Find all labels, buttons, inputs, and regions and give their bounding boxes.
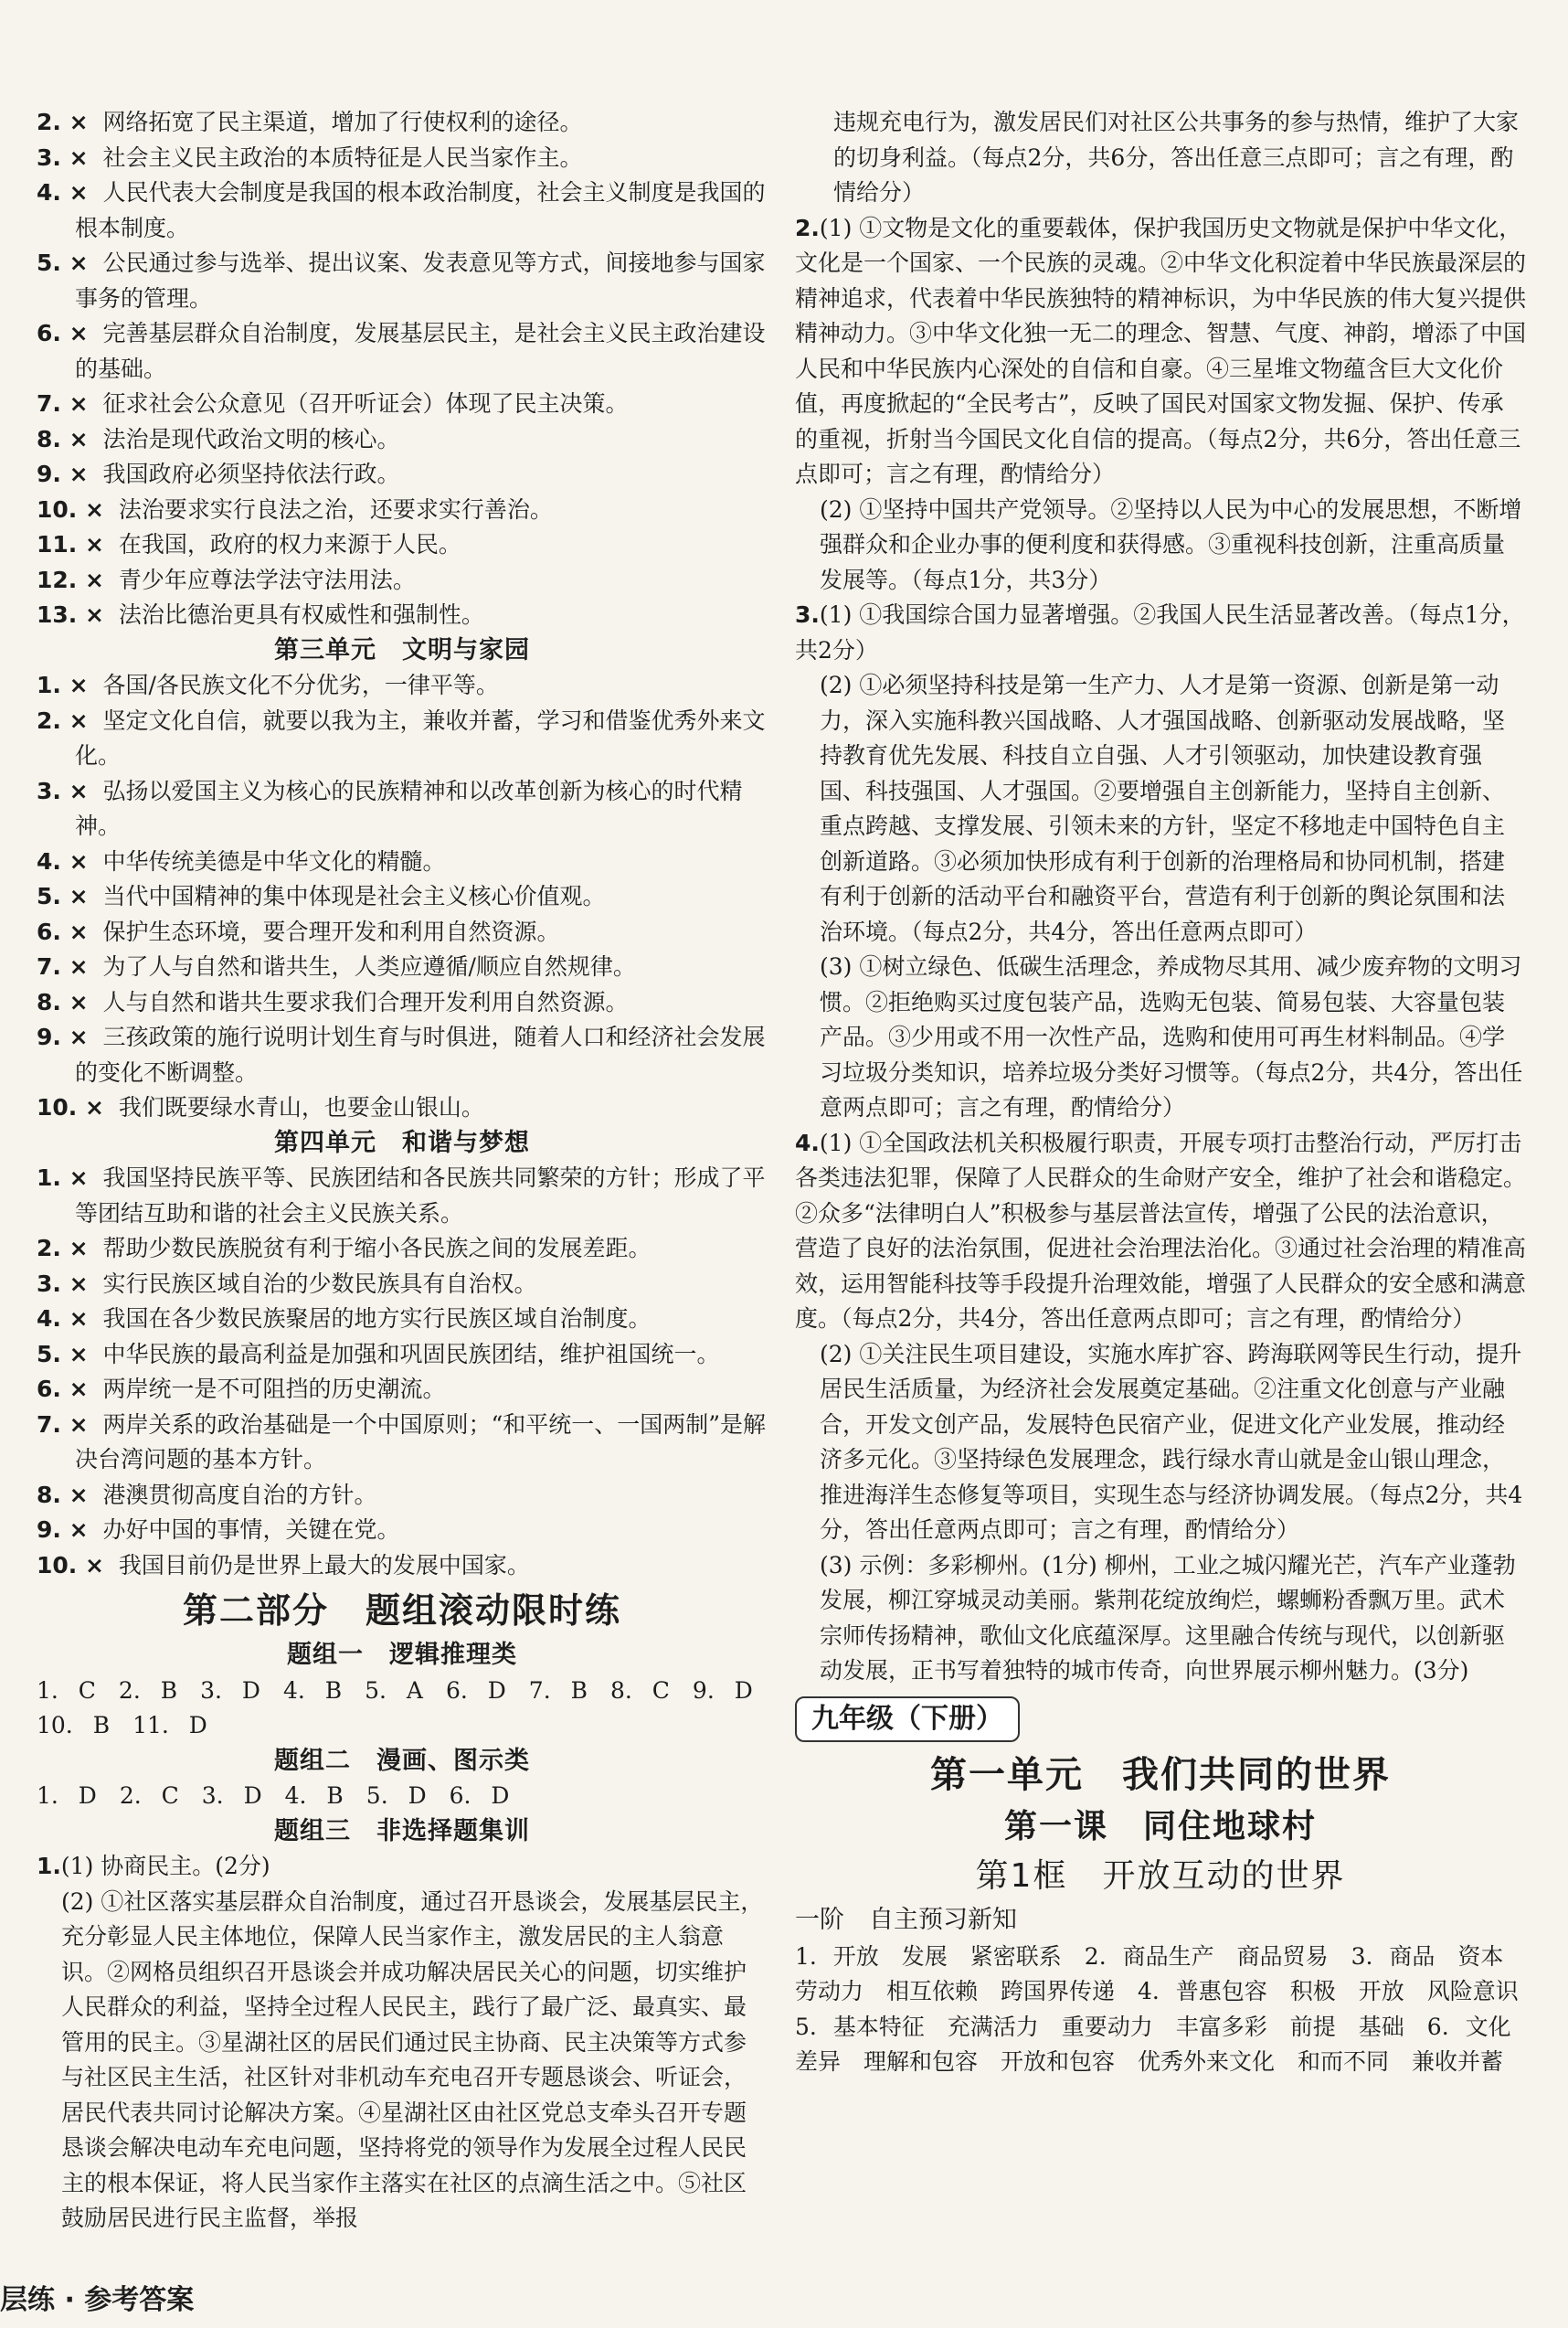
part2-heading: 第二部分 题组滚动限时练 — [182, 1590, 621, 1631]
list-item — [37, 387, 768, 422]
item-number: 5. × — [37, 250, 89, 276]
list-item — [37, 1513, 768, 1548]
list-item — [37, 1267, 768, 1302]
left-column — [37, 105, 776, 2237]
list-item — [37, 527, 768, 563]
item-number: 4. × — [37, 1305, 89, 1332]
item-text: 法治是现代政治文明的核心。 — [102, 425, 400, 452]
item-number: 8. × — [37, 425, 89, 452]
item-number: 10. × — [37, 495, 104, 523]
item-text: 法治要求实行良法之治，还要求实行善治。 — [118, 495, 553, 523]
list-item — [37, 1020, 768, 1090]
page-footer: 层练 · 参考答案 — [0, 2284, 195, 2316]
list-item — [37, 422, 768, 458]
q1-number: 1. — [37, 1853, 61, 1879]
item-number: 5. × — [37, 883, 89, 909]
q4-part1: 4.(1) ①全国政法机关积极履行职责，开展专项打击整治行动，严厉打击各类违法犯罪，保障了人民群众的生命财产安全，维护了社会和谐稳定。②众多“法律明白人”积极参与基层普法宣传，增强了公民的法治意识，营造了良好的法治氛围，促进社会治理法治化。③通过社会治理的精准高效，运用智能科技等手段提升治理效能，增强了人民群众的安全感和满意度。（每点2分，共4分，答出任意两点即可；言之有理，酌情给分） — [795, 1129, 1527, 1332]
list-item — [37, 845, 768, 880]
item-text: 中华传统美德是中华文化的精髓。 — [102, 847, 446, 875]
item-number: 3. × — [37, 144, 89, 171]
item-text: 两岸统一是不可阻挡的历史潮流。 — [102, 1376, 446, 1402]
item-text: 保护生态环境，要合理开发和利用自然资源。 — [102, 918, 560, 945]
unit4-heading: 第四单元 和谐与梦想 — [274, 1128, 530, 1157]
item-number: 7. × — [37, 1410, 89, 1438]
item-text: 我国目前仍是世界上最大的发展中国家。 — [118, 1551, 530, 1579]
item-text: 征求社会公众意见（召开听证会）体现了民主决策。 — [102, 390, 629, 417]
lesson-title: 第一课 同住地球村 — [1003, 1807, 1317, 1845]
list-item — [37, 493, 768, 528]
item-text: 帮助少数民族脱贫有利于缩小各民族之间的发展差距。 — [102, 1235, 652, 1261]
grade-tag: 九年级（下册） — [795, 1696, 1020, 1742]
list-item — [37, 563, 768, 599]
item-number: 2. × — [37, 707, 89, 734]
item-text: 我国政府必须坚持依法行政。 — [102, 461, 400, 487]
item-number: 11. × — [37, 531, 104, 558]
list-item — [37, 1090, 768, 1126]
list-item — [37, 105, 768, 141]
list-item — [37, 879, 768, 915]
q3-part3: (3) ①树立绿色、低碳生活理念，养成物尽其用、减少废弃物的文明习惯。②拒绝购买过度包装产品，选购无包装、简易包装、大容量包装产品。③少用或不用一次性产品，选购和使用可再生材料制品。④学习垃圾分类知识，培养垃圾分类好习惯等。（每点2分，共4分，答出任意两点即可；言之有理，酌情给分） — [820, 953, 1523, 1121]
list-item — [37, 598, 768, 633]
list-item — [37, 246, 768, 316]
group3-heading: 题组三 非选择题集训 — [274, 1816, 530, 1845]
item-text: 港澳贯彻高度自治的方针。 — [102, 1481, 377, 1508]
unit4-answer-list — [37, 1161, 768, 1583]
item-text: 为了人与自然和谐共生，人类应遵循/顺应自然规律。 — [102, 953, 636, 980]
step-title: 一阶 自主预习新知 — [795, 1905, 1017, 1934]
list-item — [37, 1302, 768, 1337]
item-number: 1. × — [37, 1164, 89, 1191]
list-item — [37, 1231, 768, 1267]
list-item — [37, 704, 768, 774]
item-number: 8. × — [37, 988, 89, 1015]
item-text: 人民代表大会制度是我国的根本政治制度，社会主义制度是我国的根本制度。 — [75, 179, 766, 241]
list-item — [37, 141, 768, 176]
item-number: 10. × — [37, 1094, 104, 1121]
item-number: 6. × — [37, 918, 89, 945]
item-text: 两岸关系的政治基础是一个中国原则；“和平统一、一国两制”是解决台湾问题的基本方针。 — [75, 1410, 767, 1472]
q2-number: 2. — [795, 214, 820, 241]
item-number: 4. × — [37, 847, 89, 875]
group2-heading: 题组二 漫画、图示类 — [274, 1746, 530, 1775]
item-number: 12. × — [37, 566, 104, 593]
item-text: 青少年应尊法学法守法用法。 — [118, 566, 416, 593]
list-item — [37, 316, 768, 387]
item-number: 9. × — [37, 1516, 89, 1543]
list-item — [37, 774, 768, 845]
group1-answers: 1. C 2. B 3. D 4. B 5. A 6. D 7. B 8. C 9. D 10. B 11. D — [37, 1676, 776, 1738]
item-text: 三孩政策的施行说明计划生育与时俱进，随着人口和经济社会发展的变化不断调整。 — [75, 1024, 766, 1086]
item-number: 5. × — [37, 1340, 89, 1367]
item-text: 弘扬以爱国主义为核心的民族精神和以改革创新为核心的时代精神。 — [75, 777, 743, 839]
item-text: 网络拓宽了民主渠道，增加了行使权利的途径。 — [102, 109, 583, 135]
q3-part2: (2) ①必须坚持科技是第一生产力、人才是第一资源、创新是第一动力，深入实施科教兴国战略、人才强国战略、创新驱动发展战略，坚持教育优先发展、科技自立自强、人才引领驱动，加快建设教育强国、科技强国、人才强国。②要增强自主创新能力，坚持自主创新、重点跨越、支撑发展、引领未来的方针，坚定不移地走中国特色自主创新道路。③必须加快形成有利于创新的治理格局和协同机制，搭建有利于创新的活动平台和融资平台，营造有利于创新的舆论氛围和法治环境。（每点2分，共4分，答出任意两点即可） — [820, 672, 1506, 945]
group2-answers: 1. D 2. C 3. D 4. B 5. D 6. D — [37, 1782, 510, 1809]
item-text: 当代中国精神的集中体现是社会主义核心价值观。 — [102, 883, 606, 909]
list-item — [37, 1372, 768, 1408]
q4-part3: (3) 示例：多彩柳州。(1分) 柳州，工业之城闪耀光芒，汽车产业蓬勃发展，柳江穿城灵动美丽。紫荆花绽放绚烂，螺蛳粉香飘万里。武术宗师传扬精神，歌仙文化底蕴深厚。这里融合传统与现代，以创新驱动发展，正书写着独特的城市传奇，向世界展示柳州魅力。(3分) — [820, 1551, 1516, 1684]
q1-part1: 1.(1) 协商民主。(2分) — [37, 1853, 270, 1879]
list-item — [37, 915, 768, 951]
item-text: 社会主义民主政治的本质特征是人民当家作主。 — [102, 144, 583, 171]
item-number: 13. × — [37, 601, 104, 628]
unit3-heading: 第三单元 文明与家园 — [274, 635, 530, 664]
item-text: 法治比德治更具有权威性和强制性。 — [118, 601, 484, 628]
item-number: 8. × — [37, 1481, 89, 1508]
item-number: 7. × — [37, 390, 89, 417]
frame-title: 第1框 开放互动的世界 — [975, 1856, 1346, 1895]
group1-heading: 题组一 逻辑推理类 — [287, 1641, 517, 1669]
item-number: 6. × — [37, 1376, 89, 1402]
unit3-answer-list — [37, 668, 768, 1126]
item-text: 人与自然和谐共生要求我们合理开发利用自然资源。 — [102, 988, 629, 1015]
list-item — [37, 1478, 768, 1514]
list-item — [37, 668, 768, 704]
item-number: 6. × — [37, 320, 89, 346]
item-number: 4. × — [37, 179, 89, 206]
item-number: 9. × — [37, 1024, 89, 1050]
item-number: 2. × — [37, 109, 89, 135]
item-number: 1. × — [37, 672, 89, 698]
right-column — [795, 105, 1542, 2080]
list-item — [37, 950, 768, 985]
item-text: 在我国，政府的权力来源于人民。 — [118, 531, 461, 558]
q3-number: 3. — [795, 601, 820, 628]
item-number: 3. × — [37, 1270, 89, 1297]
item-text: 各国/各民族文化不分优劣，一律平等。 — [102, 672, 499, 698]
unit-title: 第一单元 我们共同的世界 — [930, 1753, 1391, 1796]
item-number: 10. × — [37, 1551, 104, 1579]
q3-part1: 3.(1) ①我国综合国力显著增强。②我国人民生活显著改善。（每点1分，共2分） — [795, 601, 1525, 664]
item-text: 坚定文化自信，就要以我为主，兼收并蓄，学习和借鉴优秀外来文化。 — [75, 707, 766, 769]
q4-part2: (2) ①关注民生项目建设，实施水库扩容、跨海联网等民生行动，提升居民生活质量，为经济社会发展奠定基础。②注重文化创意与产业融合，开发文创产品，发展特色民宿产业，促进文化产业发展，推动经济多元化。③坚持绿色发展理念，践行绿水青山就是金山银山理念，推进海洋生态修复等项目，实现生态与经济协调发展。（每点2分，共4分，答出任意两点即可；言之有理，酌情给分） — [820, 1340, 1523, 1543]
item-text: 公民通过参与选举、提出议案、发表意见等方式，间接地参与国家事务的管理。 — [75, 250, 766, 312]
item-text: 我们既要绿水青山，也要金山银山。 — [118, 1094, 484, 1121]
list-item — [37, 1408, 768, 1478]
item-text: 完善基层群众自治制度，发展基层民主，是社会主义民主政治建设的基础。 — [75, 320, 766, 382]
item-text: 我国坚持民族平等、民族团结和各民族共同繁荣的方针；形成了平等团结互助和谐的社会主义民族关系。 — [75, 1164, 766, 1227]
tf-answer-list — [37, 105, 768, 633]
q2-part1: 2.(1) ①文物是文化的重要载体，保护我国历史文物就是保护中华文化，文化是一个国家、一个民族的灵魂。②中华文化积淀着中华民族最深层的精神追求，代表着中华民族独特的精神标识，为中华民族的伟大复兴提供精神动力。③中华文化独一无二的理念、智慧、气度、神韵，增添了中国人民和中华民族内心深处的自信和自豪。④三星堆文物蕴含巨大文化价值，再度掀起的“全民考古”，反映了国民对国家文物发掘、保护、传承的重视，折射当今国民文化自信的提高。（每点2分，共6分，答出任意三点即可；言之有理，酌情给分） — [795, 214, 1527, 487]
preview-answers: 1. 开放 发展 紧密联系 2. 商品生产 商品贸易 3. 商品 资本 劳动力 相互依赖 跨国界传递 4. 普惠包容 积极 开放 风险意识 5. 基本特征 充满活力 重要动力 丰富多彩 前提 基础 6. 文化差异 理解和包容 开放和包容 优秀外来文化 和而不同 兼收并蓄 — [795, 1942, 1542, 2075]
list-item — [37, 1337, 768, 1373]
item-text: 办好中国的事情，关键在党。 — [102, 1516, 400, 1543]
list-item — [37, 457, 768, 493]
item-number: 9. × — [37, 461, 89, 487]
q1-continuation: 违规充电行为，激发居民们对社区公共事务的参与热情，维护了大家的切身利益。（每点2分，共6分，答出任意三点即可；言之有理，酌情给分） — [833, 109, 1520, 206]
list-item — [37, 1548, 768, 1584]
list-item — [37, 175, 768, 246]
list-item — [37, 985, 768, 1021]
item-text: 中华民族的最高利益是加强和巩固民族团结，维护祖国统一。 — [102, 1340, 720, 1367]
q2-part2: (2) ①坚持中国共产党领导。②坚持以人民为中心的发展思想，不断增强群众和企业办事的便利度和获得感。③重视科技创新，注重高质量发展等。（每点1分，共3分） — [820, 495, 1522, 593]
list-item — [37, 1161, 768, 1231]
q1-part2: (2) ①社区落实基层群众自治制度，通过召开恳谈会，发展基层民主，充分彰显人民主体地位，保障人民当家作主，激发居民的主人翁意识。②网格员组织召开恳谈会并成功解决居民关心的问题，切实维护人民群众的利益，坚持全过程人民民主，践行了最广泛、最真实、最管用的民主。③星湖社区的居民们通过民主协商、民主决策等方式参与社区民主生活，社区针对非机动车充电召开专题恳谈会、听证会，居民代表共同讨论解决方案。④星湖社区由社区党总支牵头召开专题恳谈会解决电动车充电问题，坚持将党的领导作为发展全过程人民民主的根本保证，将人民当家作主落实在社区的点滴生活之中。⑤社区鼓励居民进行民主监督，举报 — [61, 1887, 764, 2231]
item-number: 3. × — [37, 777, 89, 804]
item-number: 7. × — [37, 953, 89, 980]
item-text: 我国在各少数民族聚居的地方实行民族区域自治制度。 — [102, 1305, 652, 1332]
item-text: 实行民族区域自治的少数民族具有自治权。 — [102, 1270, 537, 1297]
q4-number: 4. — [795, 1129, 820, 1156]
item-number: 2. × — [37, 1235, 89, 1261]
